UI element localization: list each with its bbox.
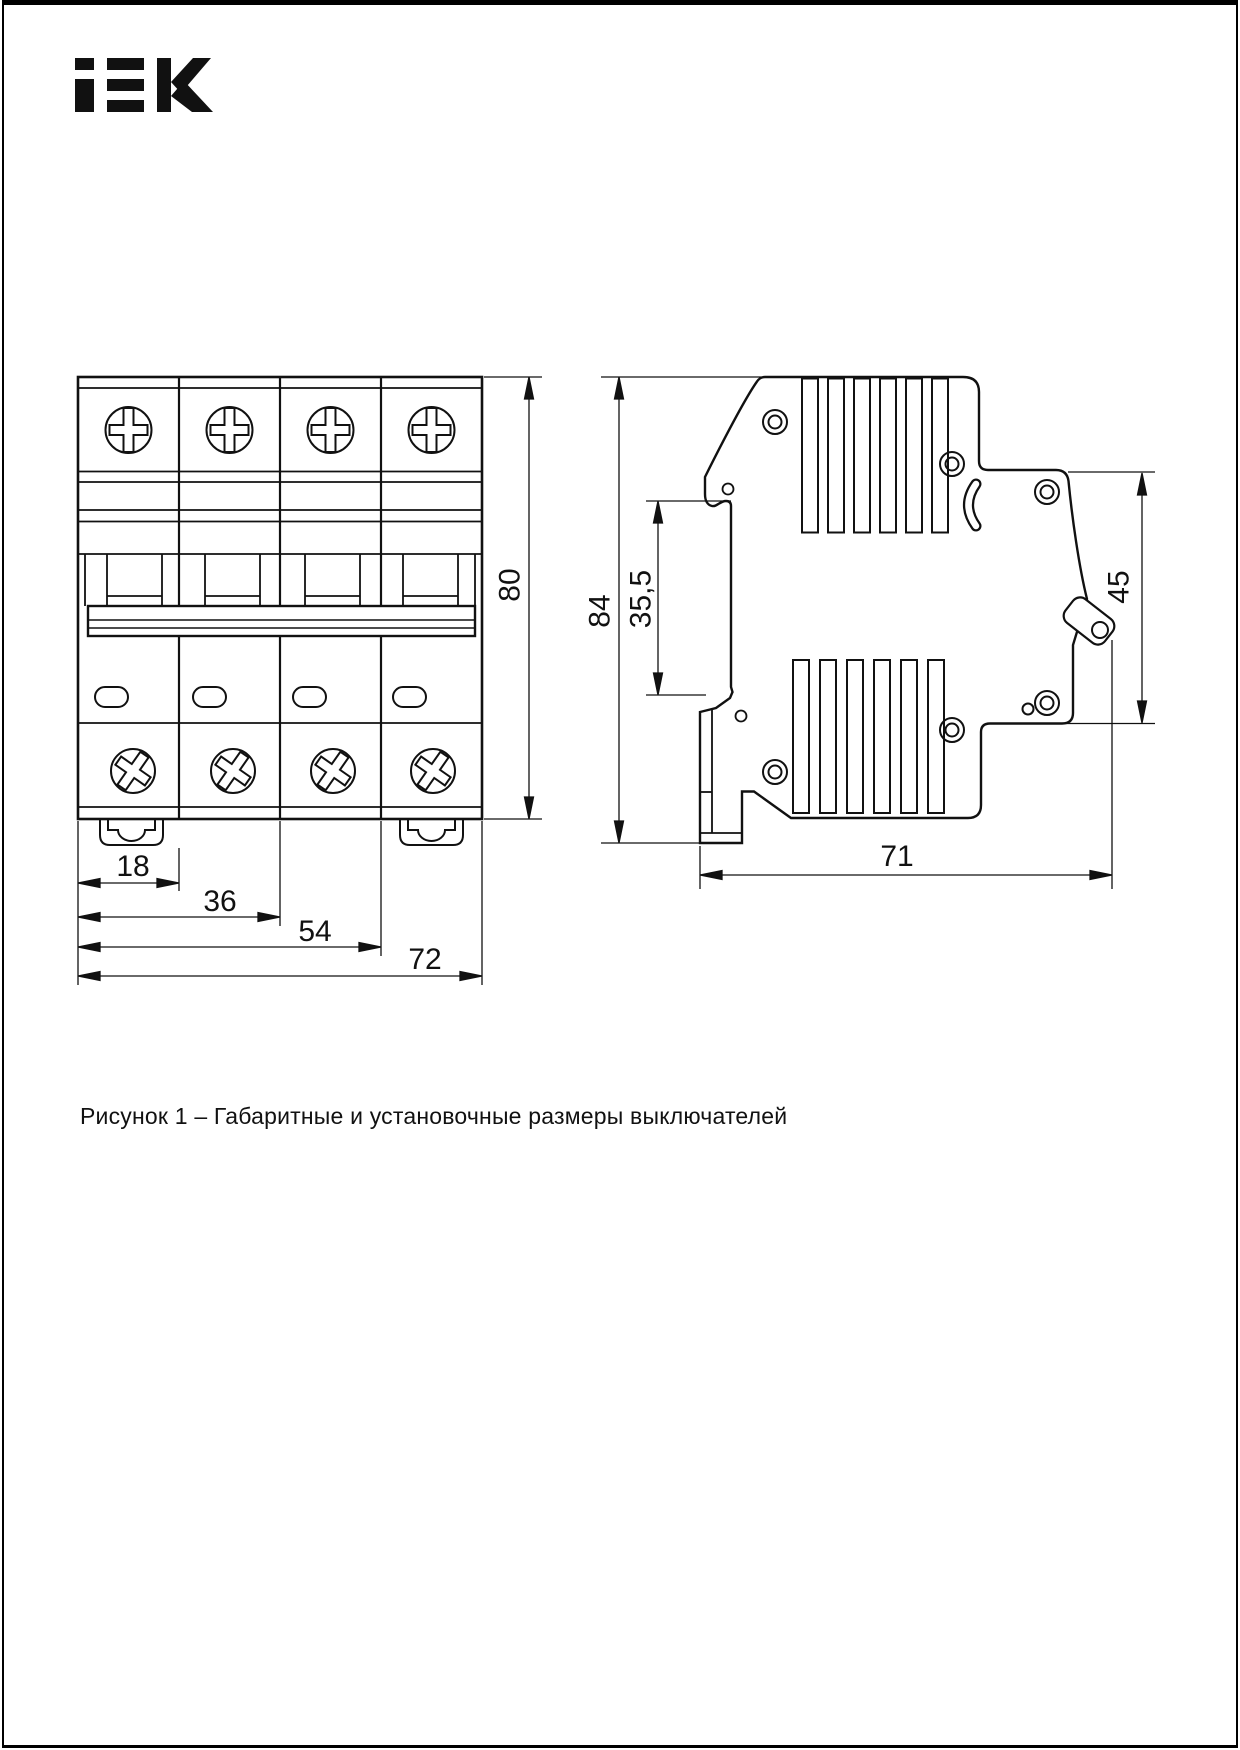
dim-label-54: 54: [298, 915, 332, 948]
iek-logo: [75, 58, 213, 112]
front-view-drawing: [78, 377, 542, 985]
curved-slot: [969, 484, 977, 526]
din-clips-front: [100, 819, 463, 845]
dim-label-18: 18: [116, 850, 150, 883]
dim-label-36: 36: [203, 885, 237, 918]
front-view-dimensions: [78, 377, 542, 985]
vent-slots-top: [802, 379, 948, 533]
label-windows: [95, 687, 426, 707]
vent-slots-bottom: [793, 660, 944, 813]
dim-label-din-recess: 35,5: [624, 569, 658, 629]
dim-label-71: 71: [880, 840, 914, 873]
dim-label-height-80: 80: [493, 568, 527, 602]
toggle-bar: [88, 606, 475, 636]
figure-caption: Рисунок 1 – Габаритные и установочные размеры выключателей: [80, 1103, 788, 1129]
dim-label-45: 45: [1102, 570, 1136, 604]
terminal-screws-bottom: [107, 744, 459, 797]
dim-label-72: 72: [408, 943, 442, 976]
dim-label-height-84: 84: [583, 594, 617, 628]
side-view-drawing: [584, 377, 1156, 889]
din-clip-side: [700, 484, 747, 834]
